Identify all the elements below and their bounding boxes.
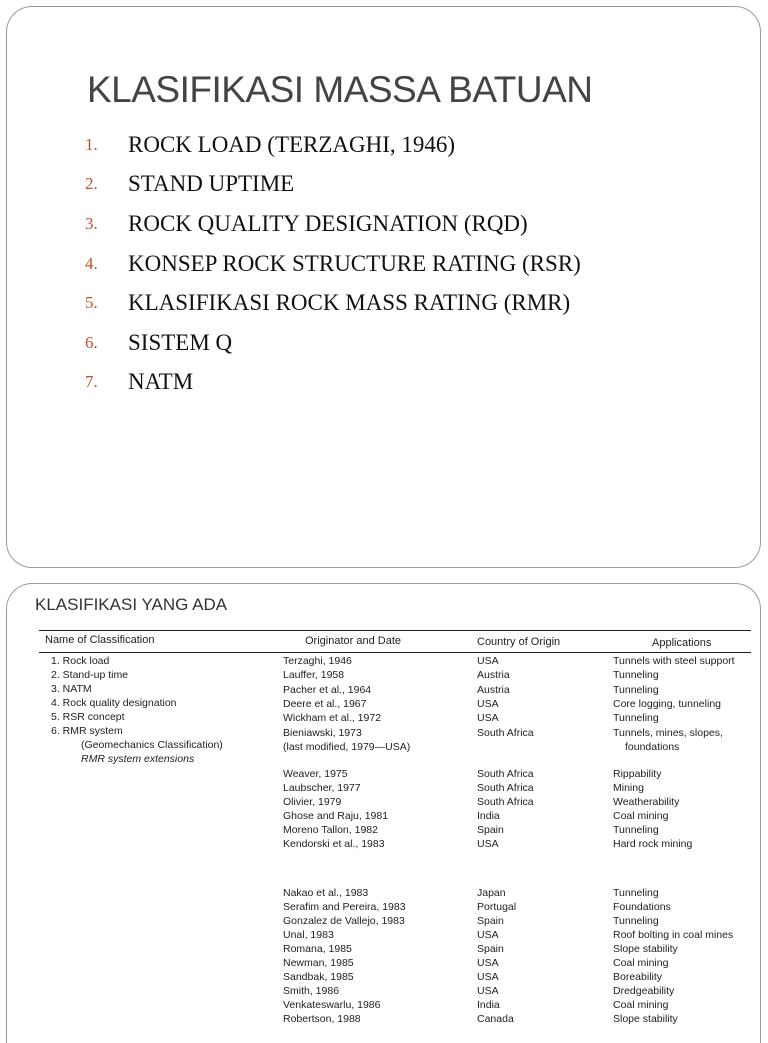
country-cell: USA — [477, 697, 499, 710]
originator-cell: Terzaghi, 1946 — [283, 655, 352, 667]
slide-rock-mass-classification — [6, 6, 761, 568]
application-cell: Tunneling — [613, 915, 659, 927]
application-cell: Roof bolting in coal mines — [613, 929, 734, 941]
item-text: NATM — [128, 369, 194, 395]
country-cell: USA — [477, 971, 499, 983]
item-text: ROCK LOAD (TERZAGHI, 1946) — [128, 131, 456, 157]
originator-cell: Weaver, 1975 — [283, 768, 348, 780]
originator-cell: Pacher et al., 1964 — [283, 683, 372, 696]
classification-name: 2. Stand-up time — [51, 669, 129, 681]
application-cell: Tunneling — [613, 712, 659, 725]
originator-cell: Venkateswarlu, 1986 — [283, 999, 381, 1011]
item-number: 1. — [85, 134, 98, 154]
header-country: Country of Origin — [477, 636, 561, 648]
application-cell: Coal mining — [613, 999, 669, 1011]
slide-title: KLASIFIKASI MASSA BATUAN — [87, 69, 593, 110]
country-cell: Canada — [477, 1013, 514, 1025]
header-applications: Applications — [652, 637, 712, 649]
application-cell: Boreability — [613, 971, 663, 983]
list-item — [85, 323, 581, 363]
item-number: 3. — [85, 213, 98, 233]
slide-existing-classifications — [6, 583, 761, 1043]
originator-cell: Deere et al., 1967 — [283, 697, 367, 710]
originator-cell: Serafim and Pereira, 1983 — [283, 901, 406, 913]
country-cell: India — [477, 810, 500, 822]
classification-name: RMR system extensions — [81, 753, 195, 765]
originator-cell: Olivier, 1979 — [283, 796, 342, 808]
application-cell: Tunnels, mines, slopes, — [613, 726, 723, 739]
originator-cell: Smith, 1986 — [283, 985, 340, 997]
header-name: Name of Classification — [45, 634, 155, 646]
list-item — [85, 363, 581, 403]
originator-cell: Lauffer, 1958 — [283, 669, 345, 682]
originator-cell: Sandbak, 1985 — [283, 971, 354, 983]
originator-cell: Laubscher, 1977 — [283, 782, 361, 794]
list-item — [85, 244, 581, 284]
originator-cell: Newman, 1985 — [283, 957, 354, 969]
originator-cell: (last modified, 1979—USA) — [283, 740, 411, 753]
classification-table — [7, 584, 761, 1043]
application-cell: Weatherability — [613, 796, 680, 808]
originator-cell: Bieniawski, 1973 — [283, 726, 362, 739]
application-cell: Tunneling — [613, 683, 659, 696]
item-text: STAND UPTIME — [128, 171, 295, 197]
classification-name: (Geomechanics Classification) — [81, 739, 223, 751]
country-cell: USA — [477, 929, 499, 941]
country-cell: USA — [477, 957, 499, 969]
originator-cell: Wickham et al., 1972 — [283, 712, 382, 725]
classification-name: 4. Rock quality designation — [51, 697, 177, 709]
item-number: 4. — [85, 253, 98, 273]
originator-cell: Ghose and Raju, 1981 — [283, 810, 389, 822]
country-cell: South Africa — [477, 796, 534, 808]
list-item — [85, 165, 581, 205]
country-cell: India — [477, 999, 500, 1011]
application-cell: foundations — [625, 740, 680, 753]
classification-list — [85, 125, 581, 402]
country-cell: Spain — [477, 824, 504, 836]
application-cell: Rippability — [613, 768, 662, 780]
country-cell: Japan — [477, 887, 506, 899]
originator-cell: Gonzalez de Vallejo, 1983 — [283, 915, 405, 927]
list-item — [85, 204, 581, 244]
application-cell: Coal mining — [613, 957, 669, 969]
classification-name: 3. NATM — [51, 683, 92, 695]
country-cell: Spain — [477, 915, 504, 927]
country-cell: Austria — [477, 669, 510, 682]
application-cell: Mining — [613, 782, 644, 794]
classification-name: 6. RMR system — [51, 725, 123, 737]
slide-title: KLASIFIKASI YANG ADA — [35, 595, 228, 614]
country-cell: South Africa — [477, 782, 534, 794]
application-cell: Core logging, tunneling — [613, 697, 721, 710]
classification-name: 5. RSR concept — [51, 711, 125, 723]
country-cell: USA — [477, 712, 499, 725]
originator-cell: Moreno Tallon, 1982 — [283, 824, 378, 836]
country-cell: Austria — [477, 683, 510, 696]
item-text: KLASIFIKASI ROCK MASS RATING (RMR) — [128, 290, 571, 316]
country-cell: South Africa — [477, 768, 534, 780]
item-number: 5. — [85, 293, 98, 313]
table-header-rule — [39, 652, 751, 653]
header-originator: Originator and Date — [305, 635, 401, 647]
application-cell: Tunneling — [613, 669, 659, 682]
item-text: SISTEM Q — [128, 329, 233, 355]
item-number: 2. — [85, 174, 98, 194]
item-text: KONSEP ROCK STRUCTURE RATING (RSR) — [128, 250, 581, 276]
originator-cell: Robertson, 1988 — [283, 1013, 361, 1025]
list-item — [85, 283, 581, 323]
originator-cell: Unal, 1983 — [283, 929, 334, 941]
country-cell: Spain — [477, 943, 504, 955]
application-cell: Tunneling — [613, 887, 659, 899]
country-cell: Portugal — [477, 901, 517, 913]
application-cell: Coal mining — [613, 810, 669, 822]
list-item — [85, 125, 581, 165]
application-cell: Tunnels with steel support — [613, 655, 735, 667]
item-number: 7. — [85, 372, 98, 392]
application-cell: Dredgeability — [613, 985, 675, 997]
originator-cell: Romana, 1985 — [283, 943, 352, 955]
originator-cell: Nakao et al., 1983 — [283, 887, 369, 899]
originator-cell: Kendorski et al., 1983 — [283, 838, 385, 850]
application-cell: Slope stability — [613, 1013, 678, 1025]
application-cell: Tunneling — [613, 824, 659, 836]
country-cell: South Africa — [477, 726, 534, 739]
item-text: ROCK QUALITY DESIGNATION (RQD) — [128, 210, 528, 236]
country-cell: USA — [477, 655, 499, 667]
country-cell: USA — [477, 838, 499, 850]
application-cell: Hard rock mining — [613, 838, 693, 850]
country-cell: USA — [477, 985, 499, 997]
classification-name: 1. Rock load — [51, 655, 110, 667]
item-number: 6. — [85, 332, 98, 352]
application-cell: Foundations — [613, 901, 671, 913]
application-cell: Slope stability — [613, 943, 678, 955]
table-top-rule — [39, 630, 751, 631]
